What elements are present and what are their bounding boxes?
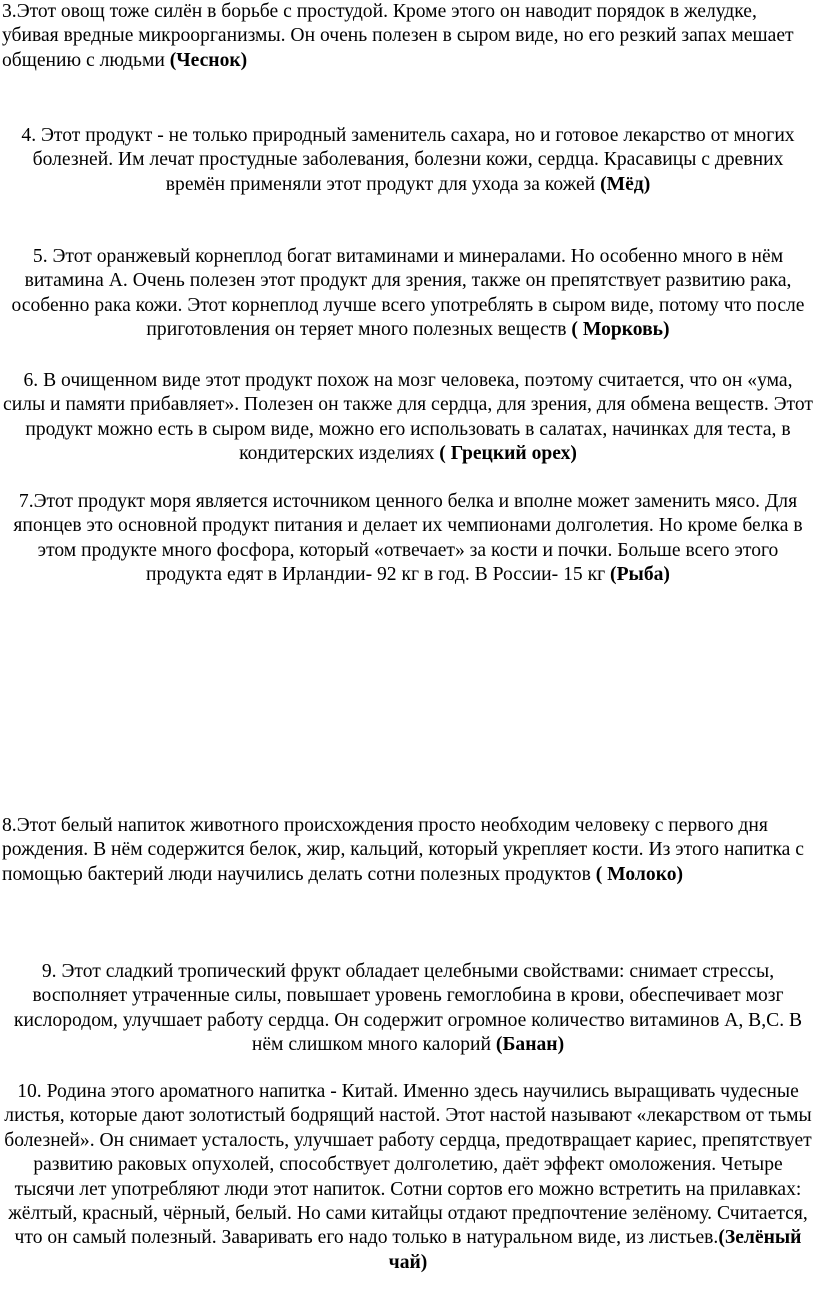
paragraph-question-7 bbox=[0, 490, 816, 588]
question-text: 3.Этот овощ тоже силён в борьбе с простудой. Кроме этого он наводит порядок в желудке, убивая вредные микроорганизмы. Он очень полезен в сыром виде, но его резкий запах мешает общению с людьми bbox=[2, 1, 794, 71]
answer-text: (Рыба) bbox=[610, 564, 670, 586]
answer-text: (Мёд) bbox=[600, 173, 651, 195]
paragraph-question-9 bbox=[0, 960, 816, 1058]
paragraph-question-6 bbox=[0, 369, 816, 467]
answer-text: (Чеснок) bbox=[169, 49, 248, 71]
question-text: 5. Этот оранжевый корнеплод богат витаминами и минералами. Но особенно много в нём витамина А. Очень полезен этот продукт для зрения, также он препятствует развитию рака, особенно рака кожи. Этот корнеплод лучше всего употреблять в сыром виде, потому что после приготовления он теряет много полезных веществ bbox=[11, 246, 805, 341]
question-text: 7.Этот продукт моря является источником ценного белка и вполне может заменить мясо. Для японцев это основной продукт питания и делает их чемпионами долголетия. Но кроме белка в этом продукте много фосфора, который «отвечает» за кости и почки. Больше всего этого продукта едят в Ирландии- 92 кг в год. В России- 15 кг bbox=[13, 491, 803, 586]
question-text: 4. Этот продукт - не только природный заменитель сахара, но и готовое лекарство от многих болезней. Им лечат простудные заболевания, болезни кожи, сердца. Красавицы с древних времён применяли этот продукт для ухода за кожей bbox=[21, 125, 795, 195]
paragraph-question-10 bbox=[0, 1080, 816, 1275]
paragraph-question-5 bbox=[0, 245, 816, 343]
paragraph-question-8 bbox=[0, 814, 816, 887]
question-text: 10. Родина этого ароматного напитка - Китай. Именно здесь научились выращивать чудесные листья, которые дают золотистый бодрящий настой. Этот настой называют «лекарством от тьмы болезней». Он снимает усталость, улучшает работу сердца, предотвращает кариес, препятствует развитию раковых опухолей, способствует долголетию, даёт эффект омоложения. Четыре тысячи лет употребляют люди этот напиток. Сотни сортов его можно встретить на прилавках: жёлтый, красный, чёрный, белый. Но сами китайцы отдают предпочтение зелёному. Считается, что он самый полезный. Заваривать его надо только в натуральном виде, из листьев. bbox=[4, 1081, 812, 1249]
answer-text: ( Морковь) bbox=[571, 319, 670, 341]
answer-text: (Зелёный чай) bbox=[388, 1227, 802, 1273]
answer-text: ( Молоко) bbox=[595, 863, 684, 885]
question-text: 9. Этот сладкий тропический фрукт обладает целебными свойствами: снимает стрессы, восполняет утраченные силы, повышает уровень гемоглобина в крови, обеспечивает мозг кислородом, улучшает работу сердца. Он содержит огромное количество витаминов А, В,С. В нём слишком много калорий bbox=[13, 961, 803, 1056]
answer-text: ( Грецкий орех) bbox=[439, 443, 577, 465]
paragraph-question-3 bbox=[0, 0, 816, 73]
paragraph-question-4 bbox=[0, 124, 816, 197]
answer-text: (Банан) bbox=[495, 1034, 565, 1056]
question-text: 8.Этот белый напиток животного происхождения просто необходим человеку с первого дня рождения. В нём содержится белок, жир, кальций, который укрепляет кости. Из этого напитка с помощью бактерий люди научились делать сотни полезных продуктов bbox=[2, 815, 804, 885]
question-text: 6. В очищенном виде этот продукт похож на мозг человека, поэтому считается, что он «ума, силы и памяти прибавляет». Полезен он также для сердца, для зрения, для обмена веществ. Этот продукт можно есть в сыром виде, можно его использовать в салатах, начинках для теста, в кондитерских изделиях bbox=[3, 370, 813, 465]
